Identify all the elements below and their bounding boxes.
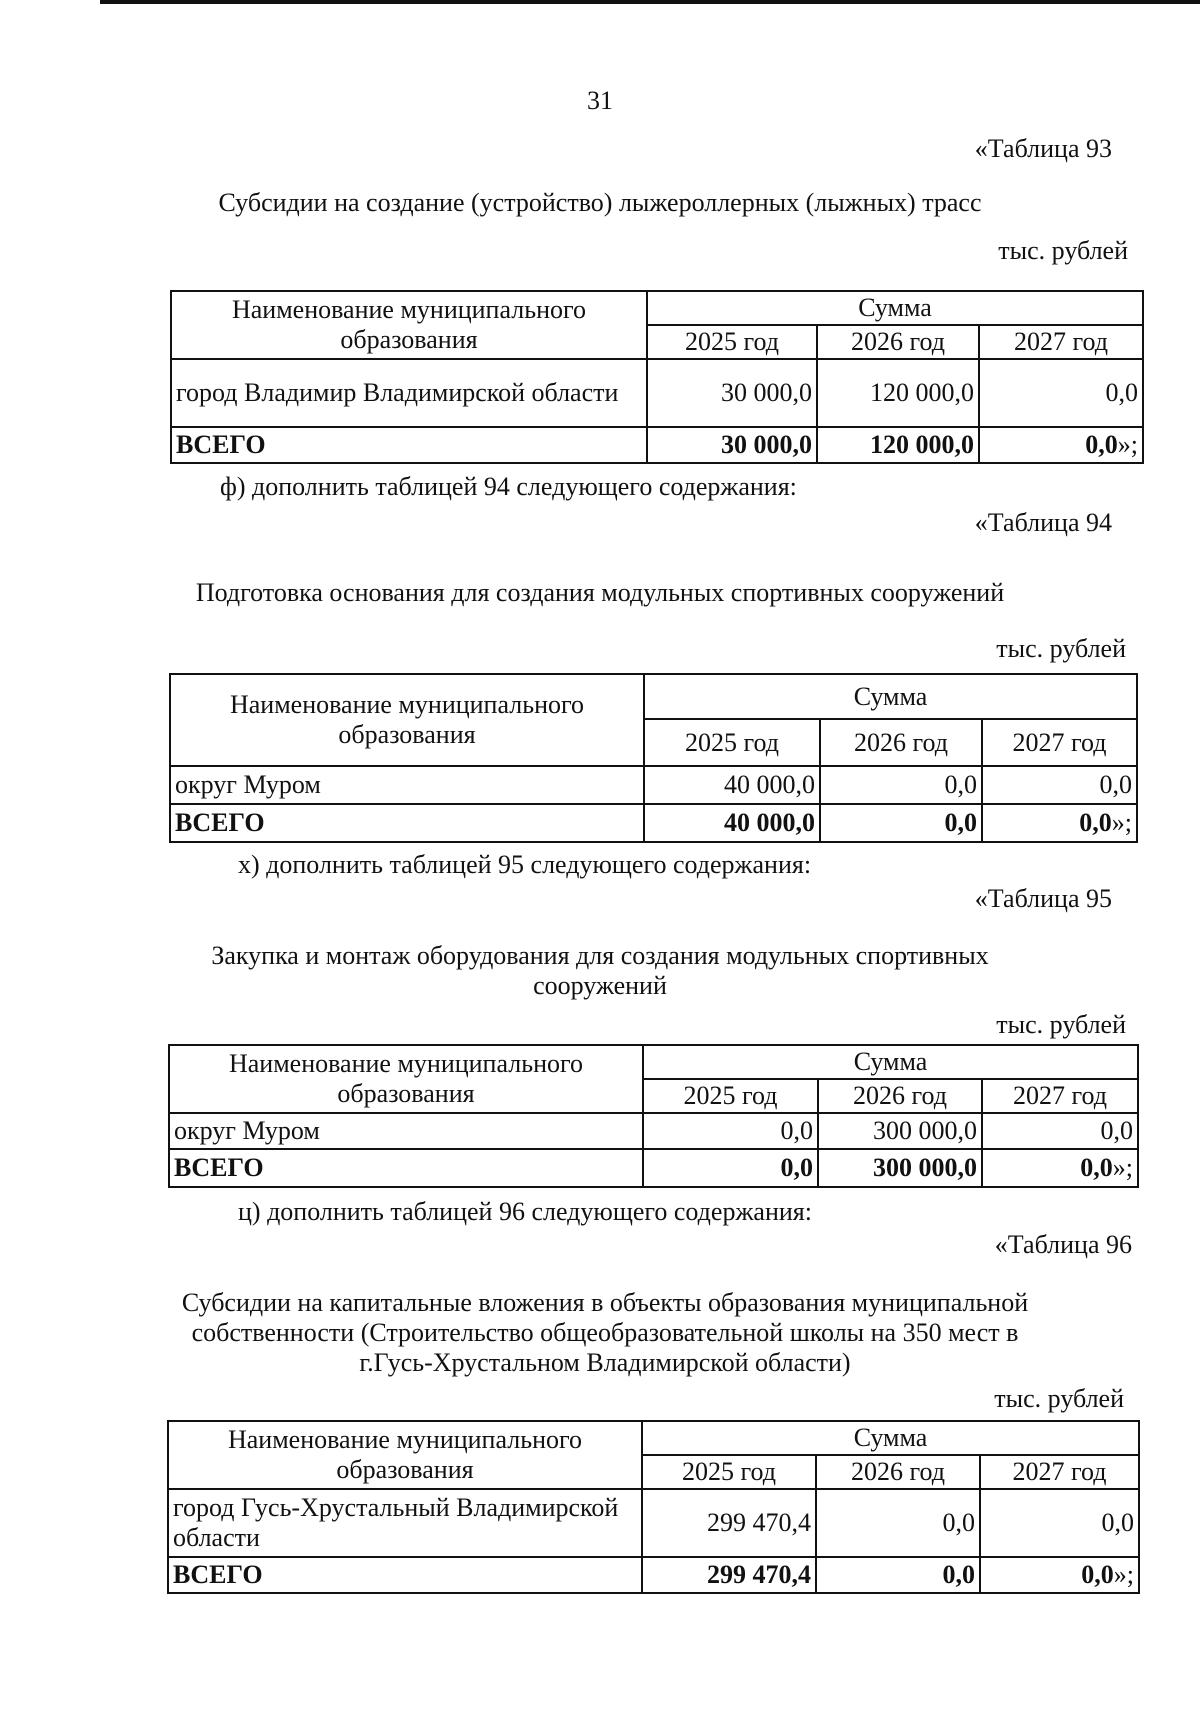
- value-2027: 0,0: [982, 766, 1137, 804]
- total-row: [170, 804, 1137, 842]
- total-row: [171, 427, 1143, 463]
- year-2026-header: 2026 год: [816, 1455, 980, 1489]
- table-93-title: Субсидии на создание (устройство) лыжероллерных (лыжных) трасс: [218, 188, 982, 217]
- note-f: ф) дополнить таблицей 94 следующего содержания:: [220, 472, 797, 501]
- total-2025: 40 000,0: [644, 804, 820, 842]
- table-row: [168, 1489, 1139, 1557]
- table-95: [168, 1044, 1139, 1188]
- table-row: [170, 766, 1137, 804]
- value-2026: 120 000,0: [817, 359, 979, 427]
- value-2026: 0,0: [816, 1489, 980, 1557]
- year-2026-header: 2026 год: [817, 325, 979, 359]
- total-2027: 0,0: [1085, 430, 1118, 459]
- year-2025-header: 2025 год: [644, 719, 820, 766]
- total-2025: 30 000,0: [647, 427, 817, 463]
- value-2025: 40 000,0: [644, 766, 820, 804]
- total-row: [168, 1557, 1139, 1593]
- col-sum-header: Сумма: [642, 1421, 1139, 1455]
- col-sum-header: Сумма: [647, 291, 1143, 325]
- col-sum-header: Сумма: [643, 1045, 1138, 1079]
- col-name-header: Наименование муниципального образования: [171, 291, 647, 359]
- year-2025-header: 2025 год: [643, 1079, 818, 1113]
- table-95-label: «Таблица 95: [974, 884, 1112, 913]
- col-name-header: Наименование муниципального образования: [168, 1421, 642, 1489]
- year-2027-header: 2027 год: [980, 1455, 1139, 1489]
- total-label: ВСЕГО: [170, 804, 644, 842]
- col-sum-header: Сумма: [644, 674, 1137, 719]
- year-2026-header: 2026 год: [820, 719, 982, 766]
- total-2026: 0,0: [816, 1557, 980, 1593]
- value-2027: 0,0: [979, 359, 1143, 427]
- total-2026: 300 000,0: [818, 1149, 982, 1187]
- table-93-unit: тыс. рублей: [998, 236, 1128, 265]
- total-label: ВСЕГО: [169, 1149, 643, 1187]
- total-2027: 0,0: [1081, 1560, 1114, 1589]
- table-94-unit: тыс. рублей: [996, 634, 1126, 663]
- year-2025-header: 2025 год: [642, 1455, 816, 1489]
- table-96-title: Субсидии на капитальные вложения в объекты образования муниципальной собственности (Строительство общеобразовательной школы на 350 мест в г.Гусь-Хрустальном Владимирской области): [181, 1288, 1029, 1377]
- year-2025-header: 2025 год: [647, 325, 817, 359]
- table-96-label: «Таблица 96: [994, 1230, 1132, 1259]
- total-2027: 0,0: [1079, 808, 1112, 837]
- value-2027: 0,0: [980, 1489, 1139, 1557]
- table-93-label: «Таблица 93: [974, 134, 1112, 163]
- page-number: 31: [587, 86, 613, 115]
- table-96: [167, 1420, 1140, 1594]
- total-row: [169, 1149, 1138, 1187]
- row-name: город Гусь-Хрустальный Владимирской области: [168, 1489, 642, 1557]
- value-2026: 300 000,0: [818, 1113, 982, 1149]
- year-2027-header: 2027 год: [982, 1079, 1138, 1113]
- table-95-unit: тыс. рублей: [996, 1010, 1126, 1039]
- table-93: [170, 290, 1144, 464]
- closing-quote: »;: [1112, 1153, 1133, 1182]
- year-2026-header: 2026 год: [818, 1079, 982, 1113]
- closing-quote: »;: [1111, 808, 1132, 837]
- note-h: х) дополнить таблицей 95 следующего содержания:: [238, 850, 812, 879]
- year-2027-header: 2027 год: [982, 719, 1137, 766]
- value-2025: 0,0: [643, 1113, 818, 1149]
- closing-quote: »;: [1113, 1560, 1134, 1589]
- total-2027: 0,0: [1080, 1153, 1113, 1182]
- total-label: ВСЕГО: [168, 1557, 642, 1593]
- table-94-title: Подготовка основания для создания модульных спортивных сооружений: [195, 578, 1005, 607]
- table-row: [169, 1113, 1138, 1149]
- table-96-unit: тыс. рублей: [994, 1384, 1124, 1413]
- total-label: ВСЕГО: [171, 427, 647, 463]
- row-name: город Владимир Владимирской области: [171, 359, 647, 427]
- total-2026: 0,0: [820, 804, 982, 842]
- closing-quote: »;: [1117, 430, 1138, 459]
- row-name: округ Муром: [169, 1113, 643, 1149]
- year-2027-header: 2027 год: [979, 325, 1143, 359]
- table-row: [171, 359, 1143, 427]
- value-2025: 299 470,4: [642, 1489, 816, 1557]
- total-2026: 120 000,0: [817, 427, 979, 463]
- table-94: [169, 673, 1138, 843]
- page-top-border: [100, 0, 1200, 4]
- row-name: округ Муром: [170, 766, 644, 804]
- value-2026: 0,0: [820, 766, 982, 804]
- total-2025: 299 470,4: [642, 1557, 816, 1593]
- table-95-title: Закупка и монтаж оборудования для создания модульных спортивных сооружений: [211, 941, 989, 1000]
- total-2025: 0,0: [643, 1149, 818, 1187]
- value-2027: 0,0: [982, 1113, 1138, 1149]
- note-ts: ц) дополнить таблицей 96 следующего содержания:: [238, 1197, 812, 1226]
- table-94-label: «Таблица 94: [974, 508, 1112, 537]
- col-name-header: Наименование муниципального образования: [169, 1045, 643, 1113]
- col-name-header: Наименование муниципального образования: [170, 674, 644, 766]
- value-2025: 30 000,0: [647, 359, 817, 427]
